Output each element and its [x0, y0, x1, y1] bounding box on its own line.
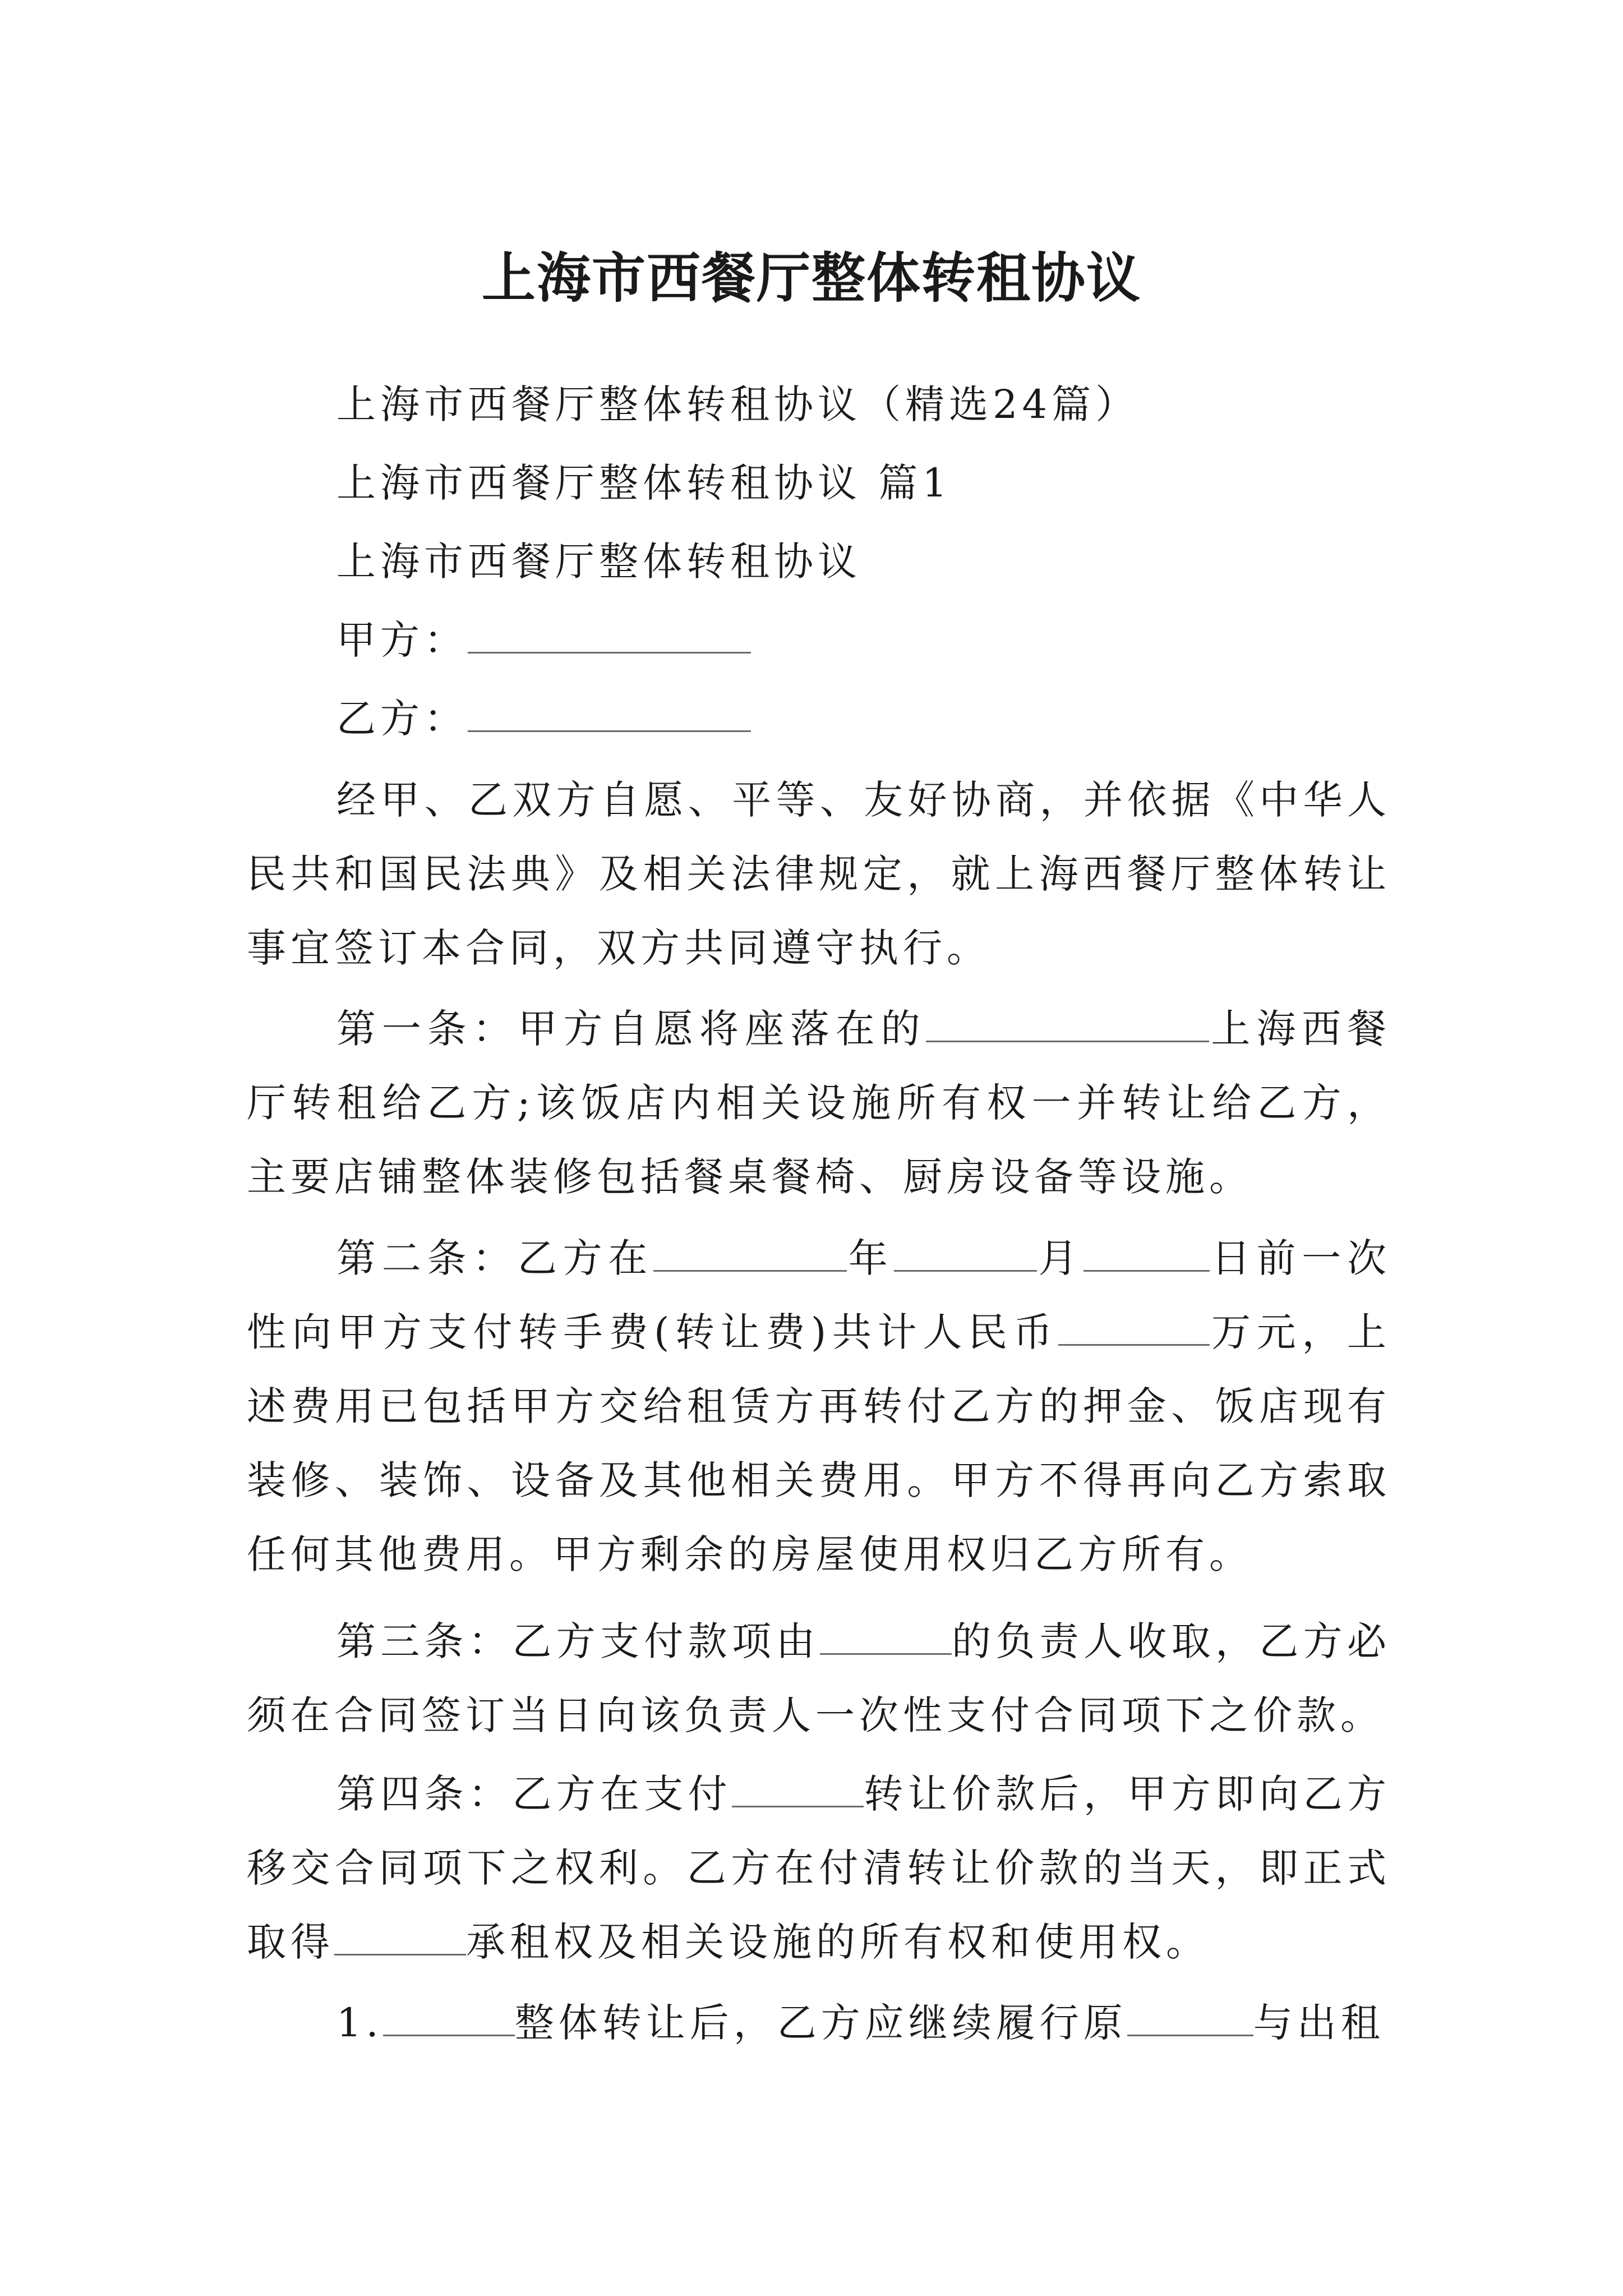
item-1 — [247, 1986, 1391, 2060]
party-b-line — [336, 682, 1402, 756]
item-1-text-a: 整体转让后，乙方应继续履行原 — [514, 2000, 1127, 2046]
party-a-blank — [468, 618, 751, 654]
party-a-label: 甲方： — [336, 617, 468, 663]
article-2 — [247, 1221, 1391, 1591]
article-2-year-blank — [653, 1236, 847, 1272]
item-1-contract-blank — [1127, 2001, 1253, 2036]
intro-paragraph: 经甲、乙双方自愿、平等、友好协商，并依据《中华人民共和国民法典》及相关法律规定，就上海西餐厅整体转让事宜签订本合同，双方共同遵守执行。 — [247, 777, 1391, 971]
article-2-text-a: 第二条：乙方在 — [336, 1235, 654, 1281]
item-1-text-b: 与出租 — [1253, 2000, 1385, 2046]
party-a-line — [336, 603, 1402, 677]
article-4-text-b: 转让价款后，甲方即向乙方移交合同项下之权利。乙方在付清转让价款的当天，即正式取得 — [247, 1771, 1391, 1965]
article-2-month-blank — [894, 1236, 1037, 1272]
article-1-text-a: 第一条：甲方自愿将座落在的 — [336, 1006, 926, 1052]
item-1-subject-blank — [383, 2001, 515, 2036]
party-b-label: 乙方： — [336, 696, 468, 742]
article-4-text-a: 第四条：乙方在支付 — [336, 1771, 732, 1817]
subtitle: 上海市西餐厅整体转租协议（精选24篇） — [336, 381, 1140, 427]
article-3-text-a: 第三条：乙方支付款项由 — [336, 1618, 820, 1664]
article-3 — [247, 1604, 1391, 1752]
article-4-payment-blank — [732, 1772, 864, 1807]
article-4-text-c: 承租权及相关设施的所有权和使用权。 — [466, 1919, 1210, 1965]
article-2-month-label: 月 — [1036, 1235, 1084, 1281]
article-1-location-blank — [926, 1007, 1209, 1042]
article-2-text-c: 万元，上述费用已包括甲方交给租赁方再转付乙方的押金、饭店现有装修、装饰、设备及其他相关费用。甲方不得再向乙方索取任何其他费用。甲方剩余的房屋使用权归乙方所有。 — [247, 1309, 1391, 1577]
chapter-heading: 上海市西餐厅整体转租协议 篇1 — [336, 460, 952, 506]
party-b-blank — [468, 697, 751, 732]
article-4-rights-blank — [334, 1920, 466, 1955]
article-1 — [247, 992, 1391, 1214]
article-2-day-blank — [1083, 1236, 1210, 1272]
article-3-text-b: 的负责人收取，乙方必须在合同签订当日向该负责人一次性支付合同项下之价款。 — [247, 1618, 1391, 1738]
agreement-heading: 上海市西餐厅整体转租协议 — [336, 539, 861, 585]
article-2-amount-blank — [1058, 1310, 1210, 1346]
article-1-text-b: 上海西餐厅转租给乙方;该饭店内相关设施所有权一并转让给乙方，主要店铺整体装修包括餐桌餐椅、厨房设备等设施。 — [247, 1006, 1391, 1200]
article-2-text-b: 日前一次性向甲方支付转手费(转让费)共计人民币 — [247, 1235, 1391, 1355]
article-3-recipient-blank — [820, 1619, 952, 1655]
article-2-year-label: 年 — [847, 1235, 894, 1281]
article-4 — [247, 1757, 1391, 1979]
document-title: 上海市西餐厅整体转租协议 — [482, 246, 1141, 310]
item-1-number: 1. — [336, 2000, 383, 2046]
